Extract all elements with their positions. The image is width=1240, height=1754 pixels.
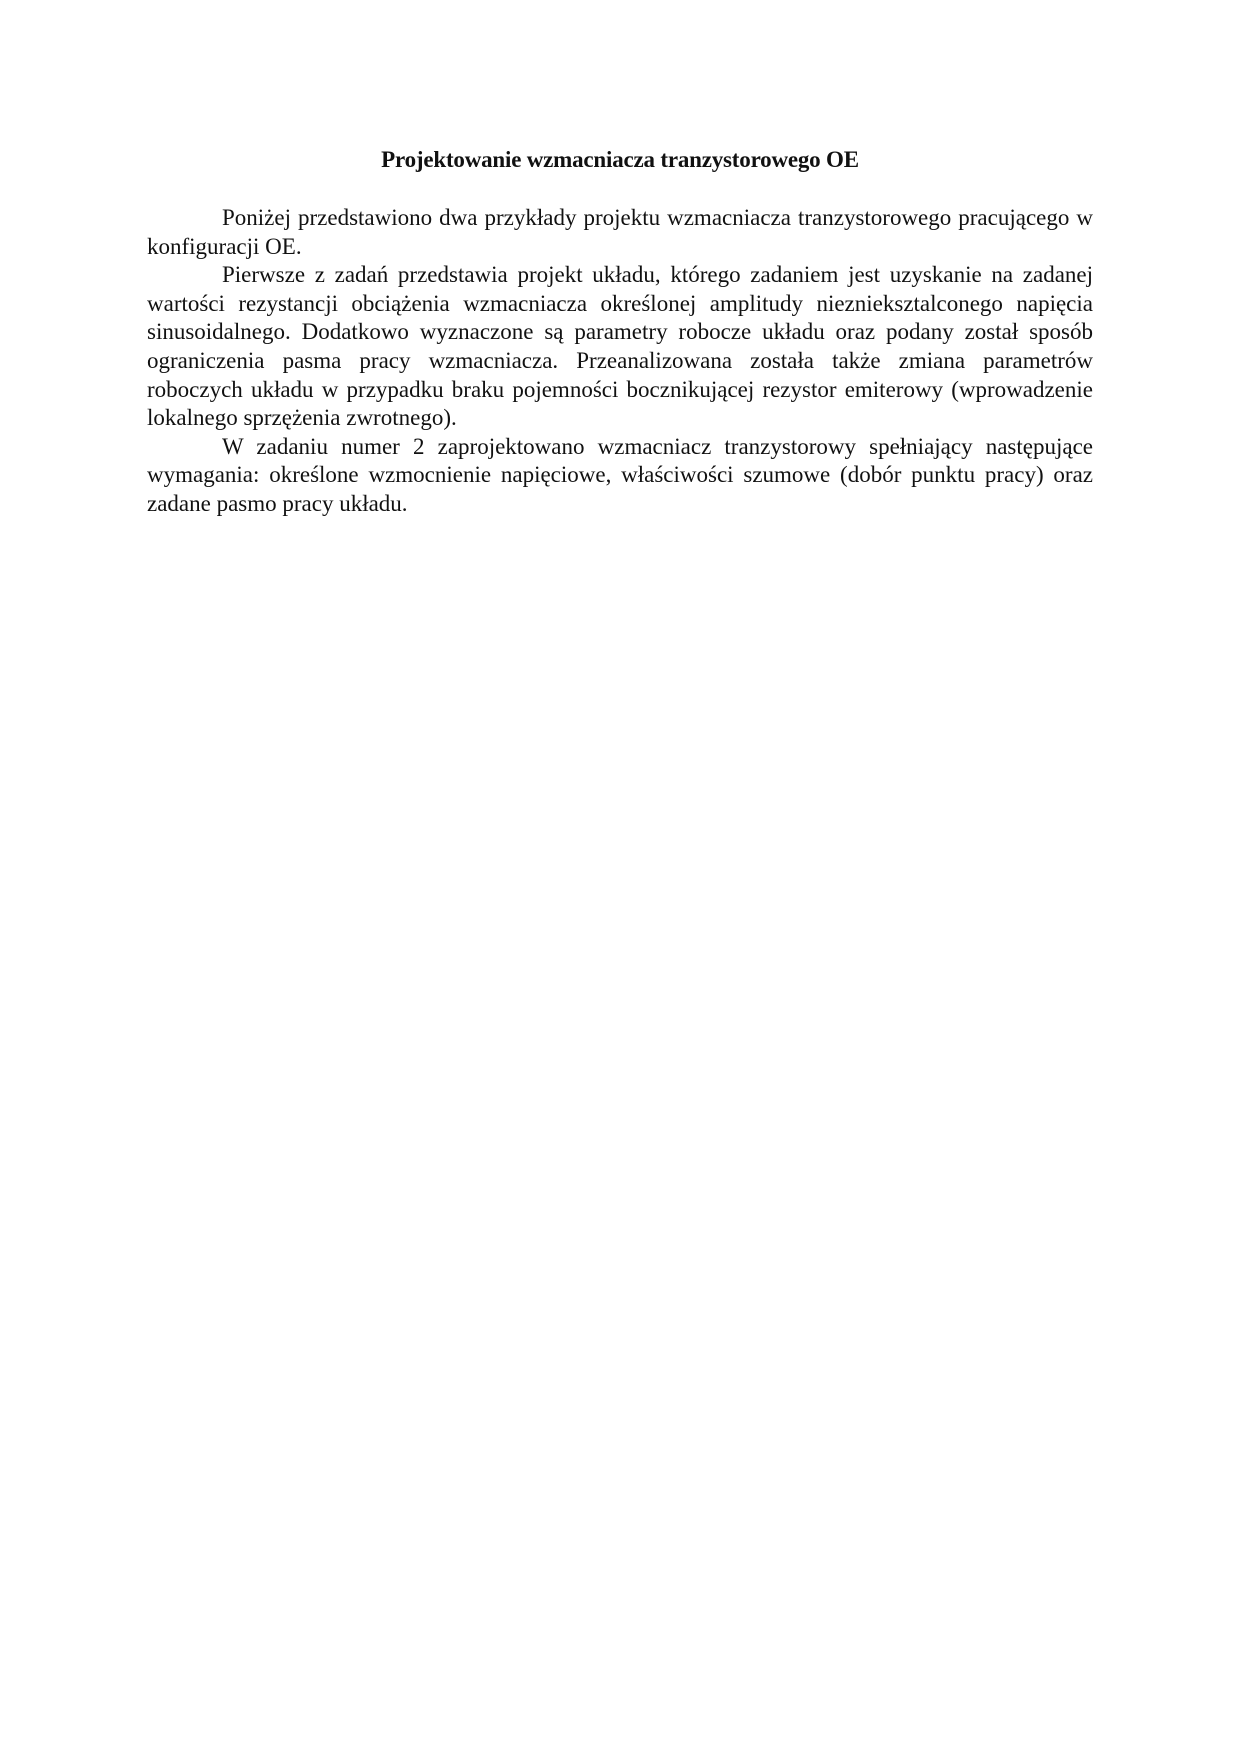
- document-body: [147, 204, 1093, 519]
- paragraph-intro: Poniżej przedstawiono dwa przykłady projektu wzmacniacza tranzystorowego pracującego w konfiguracji OE.: [147, 205, 1093, 259]
- paragraph-task-2: W zadaniu numer 2 zaprojektowano wzmacniacz tranzystorowy spełniający następujące wymagania: określone wzmocnienie napięciowe, właściwości szumowe (dobór punktu pracy) oraz zadane pasmo pracy układu.: [147, 433, 1093, 516]
- paragraph-task-1: Pierwsze z zadań przedstawia projekt układu, którego zadaniem jest uzyskanie na zadanej wartości rezystancji obciążenia wzmacniacza określonej amplitudy nieznieksztalconego napięcia sinusoidalnego. Dodatkowo wyznaczone są parametry robocze układu oraz podany został sposób ograniczenia pasma pracy wzmacniacza. Przeanalizowana została także zmiana parametrów roboczych układu w przypadku braku pojemności bocznikującej rezystor emiterowy (wprowadzenie lokalnego sprzężenia zwrotnego).: [147, 262, 1093, 431]
- document-title: Projektowanie wzmacniacza tranzystorowego OE: [381, 147, 859, 172]
